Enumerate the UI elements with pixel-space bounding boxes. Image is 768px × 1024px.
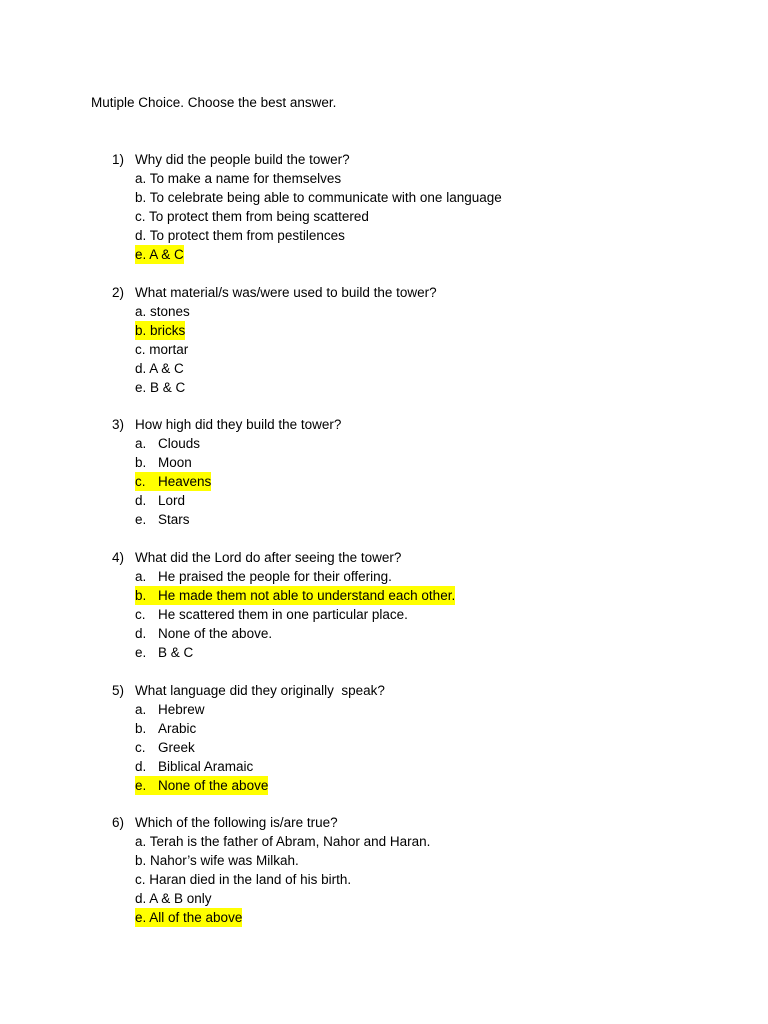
option-text: None of the above. bbox=[158, 626, 273, 641]
option-text: e. B & C bbox=[135, 380, 186, 395]
option-b-answer bbox=[112, 586, 712, 605]
highlighted-answer: b. bricks bbox=[135, 323, 186, 338]
option-text: He scattered them in one particular place. bbox=[158, 607, 408, 622]
option-text: Greek bbox=[158, 740, 195, 755]
option-a bbox=[112, 700, 712, 719]
option-text: d. To protect them from pestilences bbox=[135, 228, 345, 243]
option-text: a. stones bbox=[135, 304, 190, 319]
option-letter: b. bbox=[135, 588, 147, 603]
option-text: Biblical Aramaic bbox=[158, 759, 254, 774]
option-text: Stars bbox=[158, 512, 190, 527]
option-c-answer bbox=[112, 472, 712, 491]
option-letter: d. bbox=[135, 759, 147, 774]
question-text: Why did the people build the tower? bbox=[135, 152, 350, 167]
option-e-answer bbox=[112, 245, 712, 264]
instructions-heading: Mutiple Choice. Choose the best answer. bbox=[91, 95, 337, 110]
option-e bbox=[112, 510, 712, 529]
question-line bbox=[112, 813, 712, 832]
option-b bbox=[112, 851, 712, 870]
option-e bbox=[112, 378, 712, 397]
question-text: What language did they originally speak? bbox=[135, 683, 385, 698]
option-c bbox=[112, 738, 712, 757]
question-number: 2) bbox=[112, 285, 125, 300]
option-a bbox=[112, 302, 712, 321]
question-number: 6) bbox=[112, 815, 125, 830]
question-number: 5) bbox=[112, 683, 125, 698]
option-text: He made them not able to understand each other. bbox=[158, 588, 456, 603]
highlighted-answer bbox=[135, 472, 211, 491]
option-d bbox=[112, 757, 712, 776]
option-text: c. Haran died in the land of his birth. bbox=[135, 872, 352, 887]
option-d bbox=[112, 226, 712, 245]
question-number: 3) bbox=[112, 417, 125, 432]
question-1 bbox=[112, 150, 712, 264]
question-line bbox=[112, 548, 712, 567]
option-d bbox=[112, 889, 712, 908]
option-letter: c. bbox=[135, 740, 146, 755]
option-letter: b. bbox=[135, 455, 147, 470]
question-4 bbox=[112, 548, 712, 662]
option-e-answer bbox=[112, 908, 712, 927]
option-c bbox=[112, 870, 712, 889]
question-number: 1) bbox=[112, 152, 125, 167]
option-text: Arabic bbox=[158, 721, 197, 736]
question-text: How high did they build the tower? bbox=[135, 417, 342, 432]
option-letter: e. bbox=[135, 512, 147, 527]
option-letter: e. bbox=[135, 645, 147, 660]
option-text: B & C bbox=[158, 645, 194, 660]
option-e-answer bbox=[112, 776, 712, 795]
question-line bbox=[112, 415, 712, 434]
option-d bbox=[112, 624, 712, 643]
option-text: b. Nahor’s wife was Milkah. bbox=[135, 853, 299, 868]
question-line bbox=[112, 150, 712, 169]
option-letter: a. bbox=[135, 702, 147, 717]
question-line bbox=[112, 681, 712, 700]
option-b-answer bbox=[112, 321, 712, 340]
question-number: 4) bbox=[112, 550, 125, 565]
option-a bbox=[112, 567, 712, 586]
option-letter: c. bbox=[135, 474, 146, 489]
option-text: c. To protect them from being scattered bbox=[135, 209, 369, 224]
question-5 bbox=[112, 681, 712, 795]
question-text: Which of the following is/are true? bbox=[135, 815, 338, 830]
highlighted-answer bbox=[135, 586, 455, 605]
option-letter: e. bbox=[135, 778, 147, 793]
option-c bbox=[112, 605, 712, 624]
option-text: Hebrew bbox=[158, 702, 205, 717]
question-2 bbox=[112, 283, 712, 397]
option-text: Moon bbox=[158, 455, 192, 470]
option-text: a. To make a name for themselves bbox=[135, 171, 342, 186]
highlighted-answer: e. All of the above bbox=[135, 910, 243, 925]
option-e bbox=[112, 643, 712, 662]
question-3 bbox=[112, 415, 712, 529]
option-a bbox=[112, 169, 712, 188]
option-letter: b. bbox=[135, 721, 147, 736]
highlighted-answer bbox=[135, 776, 268, 795]
option-a bbox=[112, 832, 712, 851]
option-a bbox=[112, 434, 712, 453]
option-letter: c. bbox=[135, 607, 146, 622]
option-text: Clouds bbox=[158, 436, 201, 451]
option-d bbox=[112, 359, 712, 378]
option-text: He praised the people for their offering. bbox=[158, 569, 392, 584]
question-line bbox=[112, 283, 712, 302]
question-6 bbox=[112, 813, 712, 927]
option-b bbox=[112, 188, 712, 207]
option-b bbox=[112, 453, 712, 472]
option-text: Heavens bbox=[158, 474, 212, 489]
question-text: What did the Lord do after seeing the tower? bbox=[135, 550, 402, 565]
option-text: d. A & C bbox=[135, 361, 184, 376]
option-text: a. Terah is the father of Abram, Nahor and Haran. bbox=[135, 834, 431, 849]
option-c bbox=[112, 340, 712, 359]
option-letter: a. bbox=[135, 569, 147, 584]
option-text: c. mortar bbox=[135, 342, 189, 357]
option-text: None of the above bbox=[158, 778, 269, 793]
option-letter: a. bbox=[135, 436, 147, 451]
option-b bbox=[112, 719, 712, 738]
option-letter: d. bbox=[135, 493, 147, 508]
option-d bbox=[112, 491, 712, 510]
option-text: d. A & B only bbox=[135, 891, 212, 906]
highlighted-answer: e. A & C bbox=[135, 247, 184, 262]
option-letter: d. bbox=[135, 626, 147, 641]
option-text: b. To celebrate being able to communicate with one language bbox=[135, 190, 502, 205]
question-text: What material/s was/were used to build the tower? bbox=[135, 285, 437, 300]
option-c bbox=[112, 207, 712, 226]
option-text: Lord bbox=[158, 493, 186, 508]
